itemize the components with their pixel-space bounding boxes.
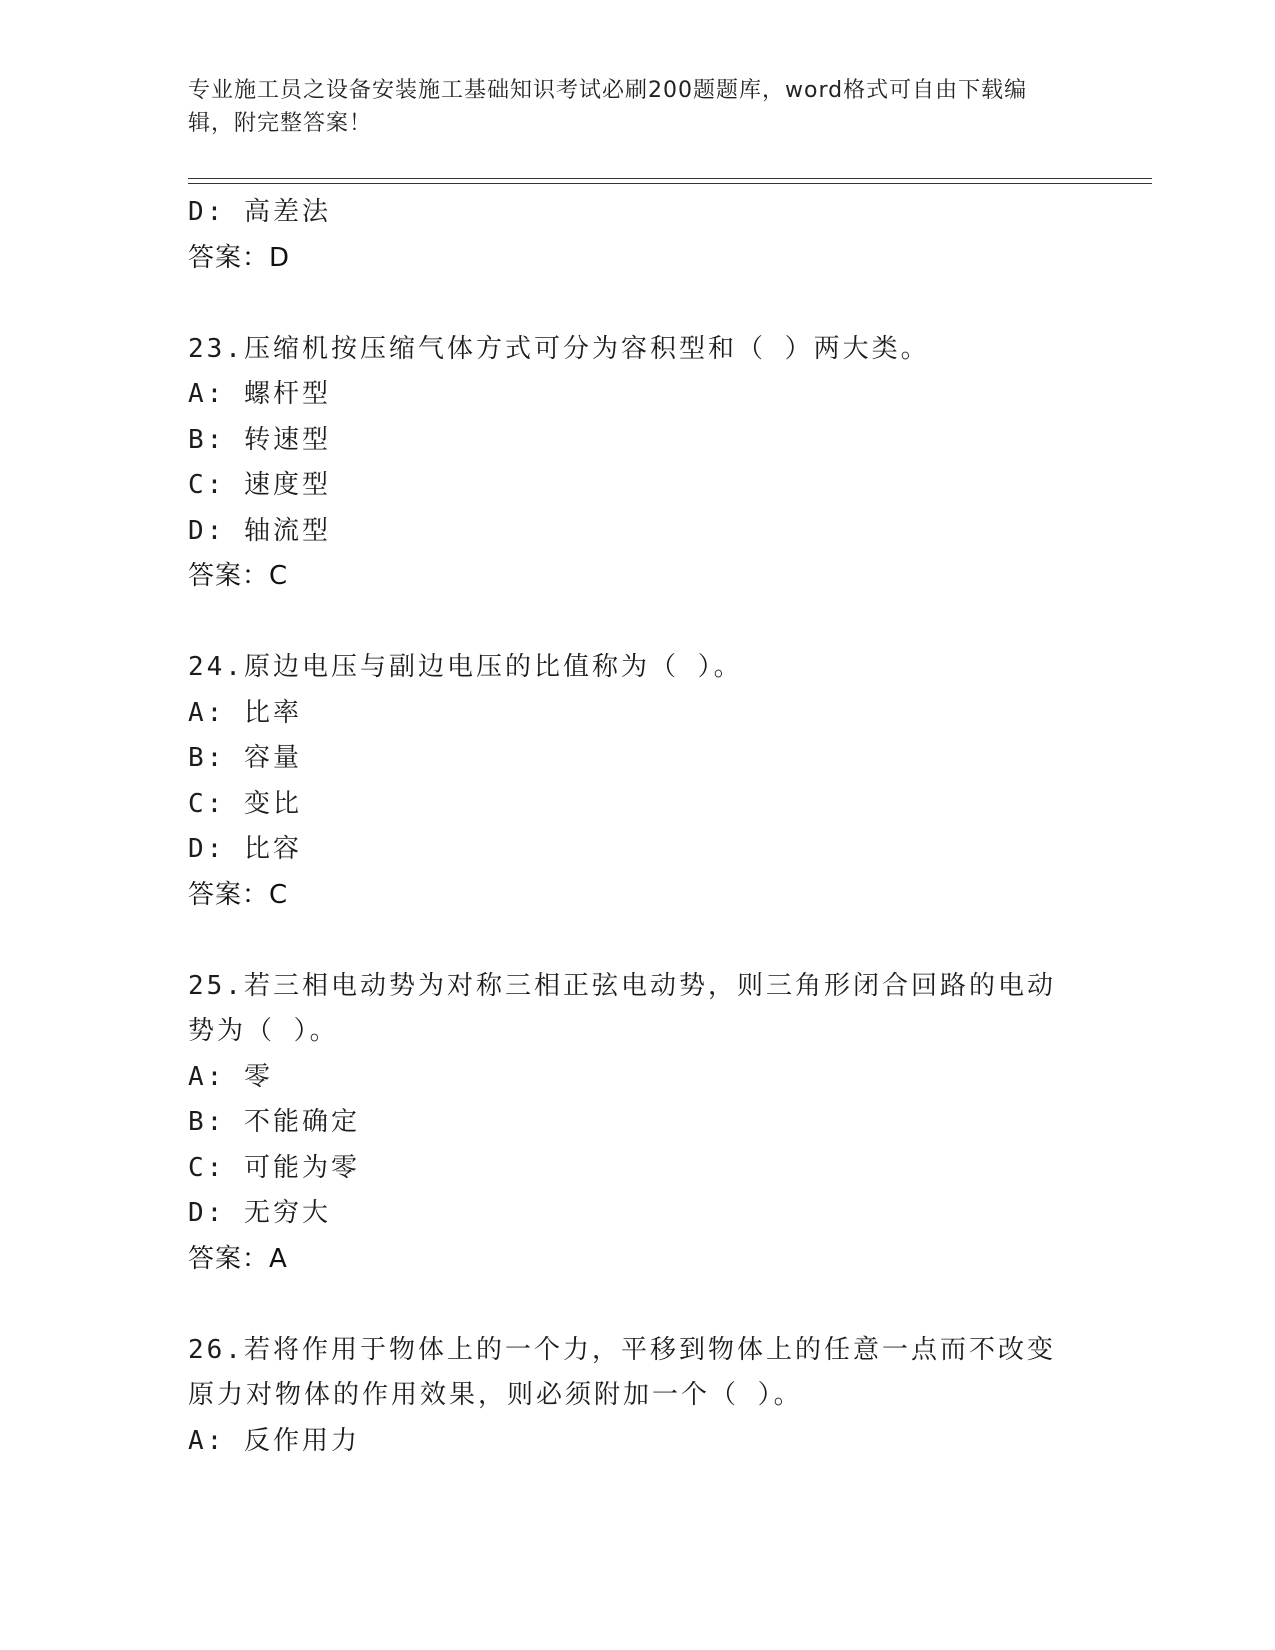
option-c: C: 速度型 — [188, 470, 331, 500]
option-d: D: 比容 — [188, 834, 302, 864]
prev-option-d: D: 高差法 — [188, 197, 331, 227]
prev-answer: 答案：D — [188, 242, 291, 273]
question-list — [188, 190, 1088, 1464]
spacer — [188, 918, 1088, 964]
option-c: C: 可能为零 — [188, 1152, 360, 1183]
option-a: A: 比率 — [188, 697, 302, 728]
spacer — [188, 600, 1088, 646]
option-b: B: 转速型 — [188, 424, 331, 455]
answer: 答案：C — [188, 879, 289, 910]
question-stem: 24.原边电压与副边电压的比值称为（ ）。 — [188, 652, 743, 682]
question-block-23 — [188, 327, 1088, 600]
question-stem: 26.若将作用于物体上的一个力，平移到物体上的任意一点而不改变原力对物体的作用效果，则必须附加一个（ ）。 — [188, 1334, 1056, 1410]
document-header: 专业施工员之设备安装施工基础知识考试必刷200题题库，word格式可自由下载编辑，附完整答案！ — [188, 78, 1028, 136]
option-c: C: 变比 — [188, 788, 302, 819]
question-stem: 23.压缩机按压缩气体方式可分为容积型和（ ）两大类。 — [188, 333, 930, 364]
option-b: B: 容量 — [188, 743, 302, 773]
option-b: B: 不能确定 — [188, 1107, 360, 1137]
option-a: A: 反作用力 — [188, 1425, 360, 1456]
question-block-26 — [188, 1328, 1088, 1465]
question-block-25 — [188, 964, 1088, 1283]
header-rule-top — [188, 178, 1152, 179]
option-a: A: 零 — [188, 1061, 273, 1092]
option-a: A: 螺杆型 — [188, 379, 331, 409]
question-stem: 25.若三相电动势为对称三相正弦电动势，则三角形闭合回路的电动势为（ ）。 — [188, 970, 1056, 1046]
header-rule-bottom — [188, 183, 1152, 184]
spacer — [188, 281, 1088, 327]
option-d: D: 轴流型 — [188, 515, 331, 546]
answer: 答案：A — [188, 1243, 288, 1274]
answer: 答案：C — [188, 561, 289, 591]
question-block-24 — [188, 645, 1088, 918]
option-d: D: 无穷大 — [188, 1198, 331, 1228]
spacer — [188, 1282, 1088, 1328]
